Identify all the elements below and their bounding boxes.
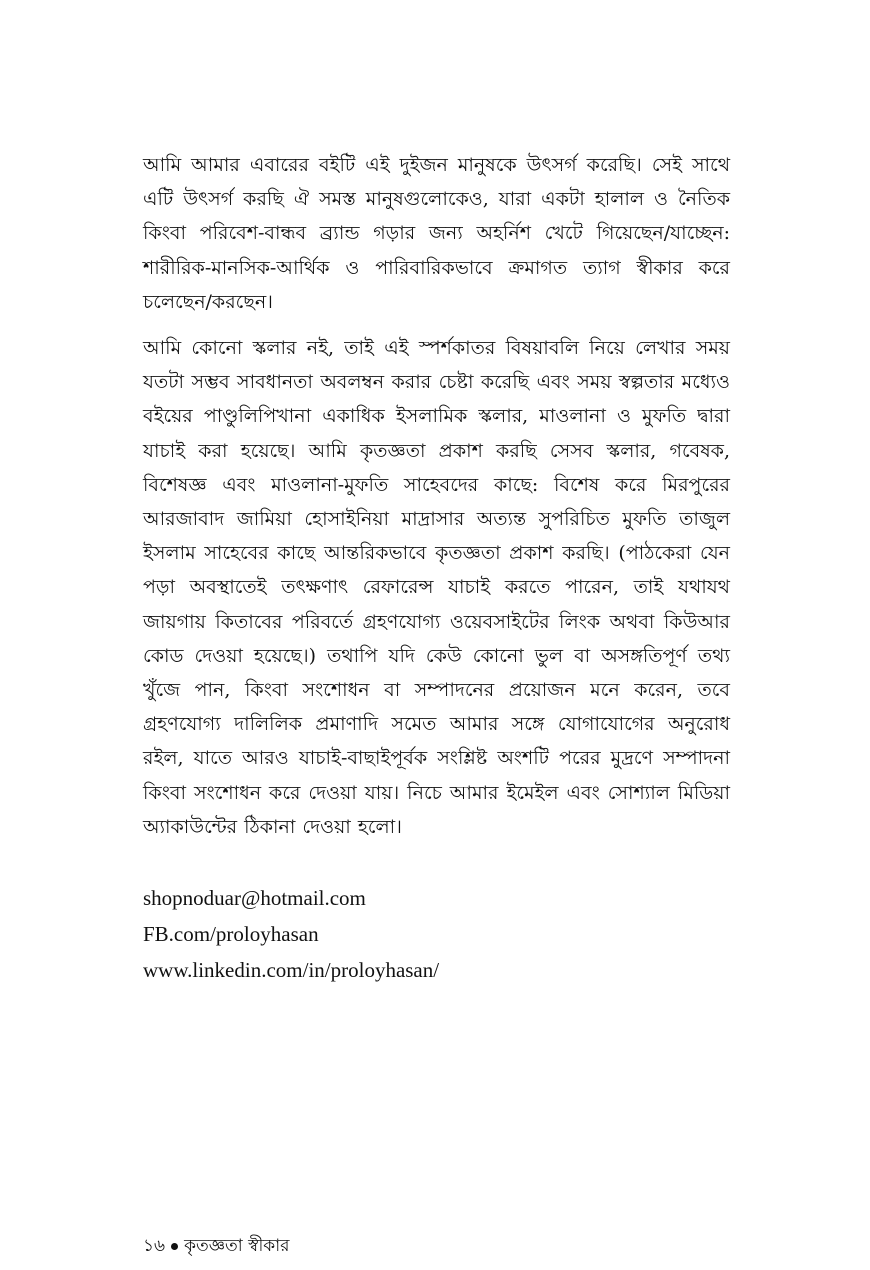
acknowledgement-paragraph: আমি কোনো স্কলার নই, তাই এই স্পর্শকাতর বিষয়াবলি নিয়ে লেখার সময় যতটা সম্ভব সাবধানতা অবলম্বন করার চেষ্টা করেছি এবং সময় স্বল্পতার মধ্যেও বইয়ের পাণ্ডুলিপিখানা একাধিক ইসলামিক স্কলার, মাওলানা ও মুফতি দ্বারা যাচাই করা হয়েছে। আমি কৃতজ্ঞতা প্রকাশ করছি সেসব স্কলার, গবেষক, বিশেষজ্ঞ এবং মাওলানা-মুফতি সাহেবদের কাছে: বিশেষ করে মিরপুরের আরজাবাদ জামিয়া হোসাইনিয়া মাদ্রাসার অত্যন্ত সুপরিচিত মুফতি তাজুল ইসলাম সাহেবের কাছে আন্তরিকভাবে কৃতজ্ঞতা প্রকাশ করছি। (পাঠকেরা যেন পড়া অবস্থাতেই তৎক্ষণাৎ রেফারেন্স যাচাই করতে পারেন, তাই যথাযথ জায়গায় কিতাবের পরিবর্তে গ্রহণযোগ্য ওয়েবসাইটের লিংক অথবা কিউআর কোড দেওয়া হয়েছে।) তথাপি যদি কেউ কোনো ভুল বা অসঙ্গতিপূর্ণ তথ্য খুঁজে পান, কিংবা সংশোধন বা সম্পাদনের প্রয়োজন মনে করেন, তবে গ্রহণযোগ্য দালিলিক প্রমাণাদি সমেত আমার সঙ্গে যোগাযোগের অনুরোধ রইল, যাতে আরও যাচাই-বাছাইপূর্বক সংশ্লিষ্ট অংশটি পরের মুদ্রণে সম্পাদনা কিংবা সংশোধন করে দেওয়া যায়। নিচে আমার ইমেইল এবং সোশ্যাল মিডিয়া অ্যাকাউন্টের ঠিকানা দেওয়া হলো।	[143, 337, 730, 838]
linkedin-link: www.linkedin.com/in/proloyhasan/	[143, 958, 440, 982]
page-number: ১৬	[143, 1236, 166, 1256]
email-address: shopnoduar@hotmail.com	[143, 886, 366, 910]
body-text	[143, 148, 730, 844]
running-title: কৃতজ্ঞতা স্বীকার	[184, 1236, 290, 1256]
facebook-link: FB.com/proloyhasan	[143, 922, 319, 946]
bullet-icon	[171, 1243, 178, 1250]
page-footer	[143, 1234, 290, 1258]
dedication-paragraph: আমি আমার এবারের বইটি এই দুইজন মানুষকে উৎসর্গ করেছি। সেই সাথে এটি উৎসর্গ করছি ঐ সমস্ত মানুষগুলোকেও, যারা একটা হালাল ও নৈতিক কিংবা পরিবেশ-বান্ধব ব্র্যান্ড গড়ার জন্য অহর্নিশ খেটে গিয়েছেন/যাচ্ছেন: শারীরিক-মানসিক-আর্থিক ও পারিবারিকভাবে ক্রমাগত ত্যাগ স্বীকার করে চলেছেন/করছেন।	[143, 154, 730, 313]
contact-list	[143, 880, 730, 988]
